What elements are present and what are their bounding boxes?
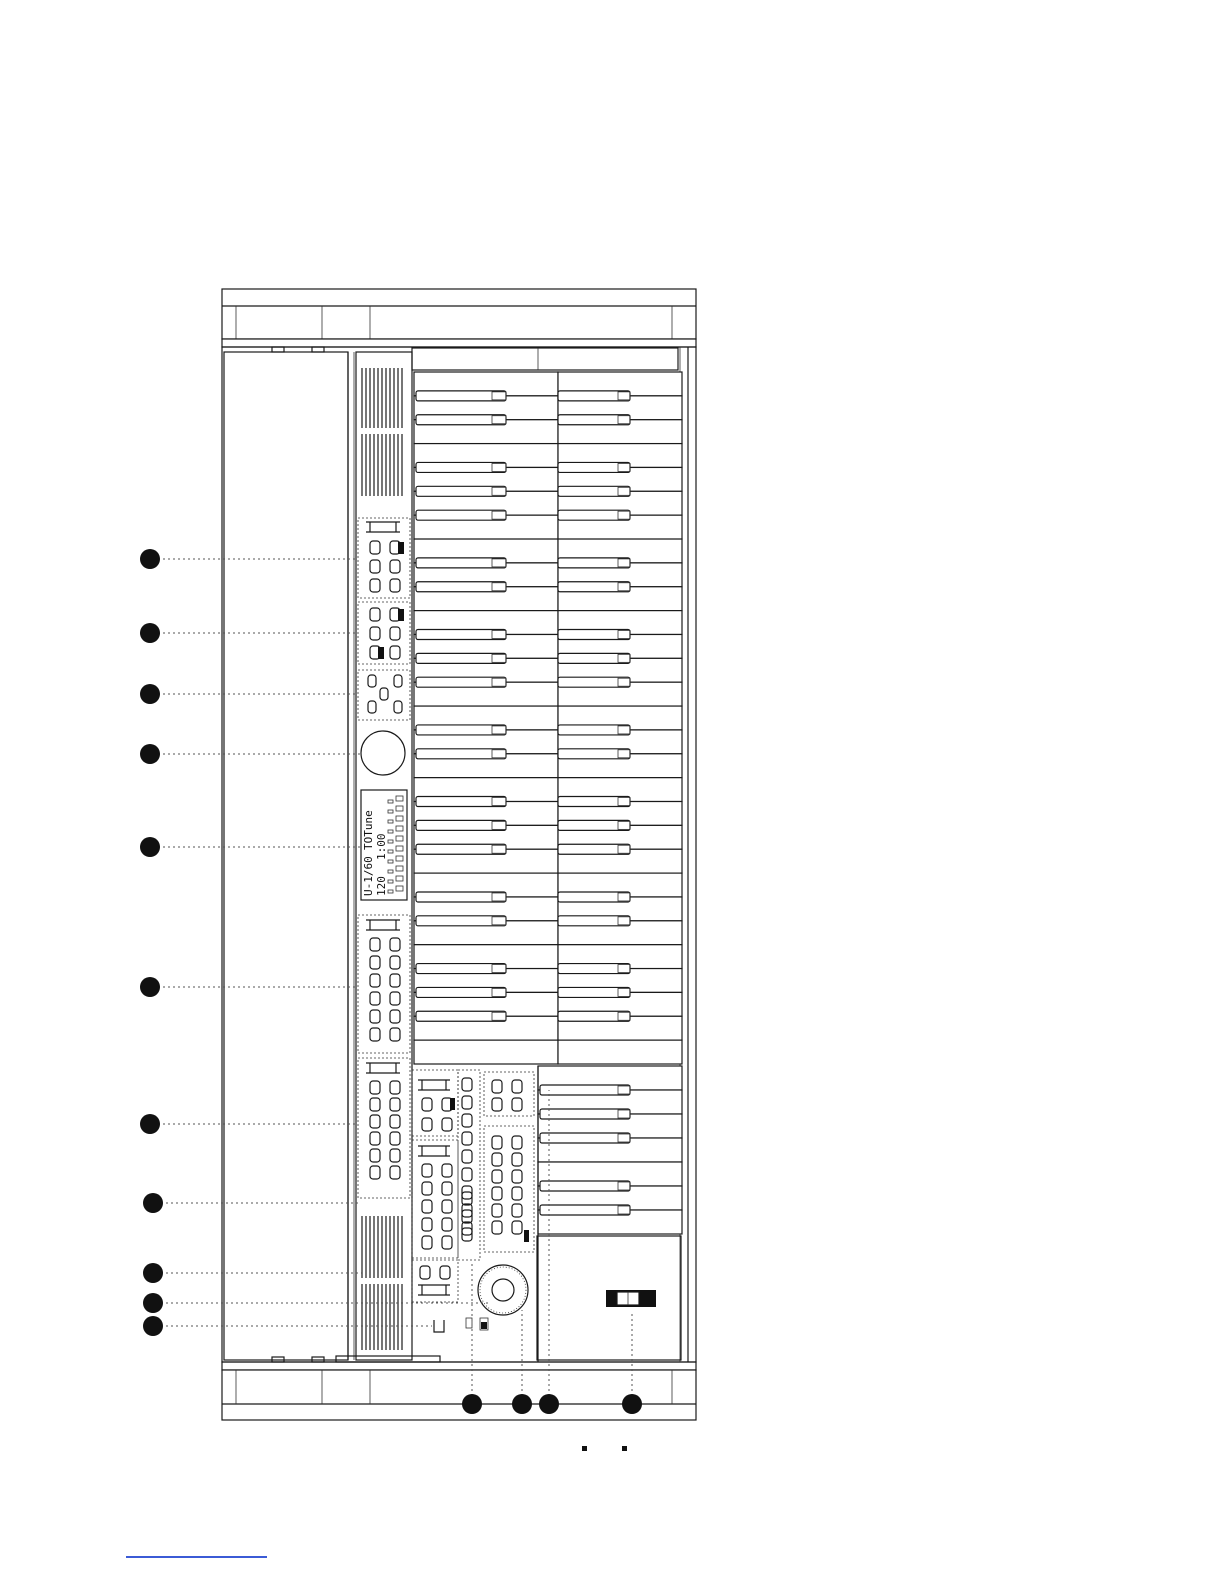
black-key: [416, 749, 506, 759]
black-key: [558, 964, 630, 974]
panel-button: [422, 1236, 432, 1249]
panel-button: [370, 1132, 380, 1145]
panel-button: [370, 560, 380, 573]
panel-button: [462, 1096, 472, 1109]
panel-button: [370, 992, 380, 1005]
panel-button: [390, 1132, 400, 1145]
button-label-bar: [366, 1063, 400, 1073]
black-key: [558, 558, 630, 568]
lcd-indicator: [388, 870, 393, 873]
callout-marker: [143, 1263, 163, 1283]
footer-dot: [582, 1446, 587, 1451]
black-key: [416, 844, 506, 854]
black-key: [540, 1133, 630, 1143]
panel-button: [370, 1115, 380, 1128]
panel-button: [512, 1187, 522, 1200]
panel-button: [442, 1118, 452, 1131]
top-end-cap: [222, 289, 696, 347]
lcd-display: [361, 790, 407, 900]
button-label-bar: [418, 1285, 450, 1295]
black-key: [558, 1011, 630, 1021]
callout-marker: [140, 1114, 160, 1134]
white-key: [414, 1040, 558, 1064]
panel-button: [390, 974, 400, 987]
panel-button: [390, 956, 400, 969]
black-key: [558, 725, 630, 735]
panel-button: [390, 1149, 400, 1162]
panel-button: [370, 1098, 380, 1111]
black-key: [416, 486, 506, 496]
panel-button: [492, 1136, 502, 1149]
panel-button: [390, 1028, 400, 1041]
black-key: [416, 653, 506, 663]
black-key: [540, 1085, 630, 1095]
footer-dot: [622, 1446, 627, 1451]
black-key: [416, 820, 506, 830]
panel-button: [442, 1200, 452, 1213]
lcd-indicator: [396, 846, 403, 851]
pitch-bend-area: [537, 1236, 681, 1360]
lcd-indicator: [396, 886, 403, 891]
button-label-bar: [366, 920, 400, 930]
lcd-indicator: [388, 840, 393, 843]
panel-button: [512, 1098, 522, 1111]
lcd-indicator: [396, 826, 403, 831]
lcd-line: 1:00: [375, 833, 388, 860]
lcd-indicator: [388, 880, 393, 883]
panel-button: [390, 1166, 400, 1179]
black-key: [416, 677, 506, 687]
panel-button: [390, 646, 400, 659]
panel-button: [440, 1266, 450, 1279]
panel-button: [370, 1028, 380, 1041]
panel-button: [492, 1221, 502, 1234]
callout-marker: [140, 744, 160, 764]
panel-button: [370, 627, 380, 640]
black-key: [558, 677, 630, 687]
black-key: [558, 391, 630, 401]
upper-keyboard: [414, 372, 682, 1064]
black-key: [558, 510, 630, 520]
black-key: [558, 462, 630, 472]
black-key: [558, 987, 630, 997]
callout-marker: [462, 1394, 482, 1414]
callout-marker: [140, 977, 160, 997]
panel-button: [492, 1204, 502, 1217]
panel-button: [492, 1080, 502, 1093]
black-key: [558, 749, 630, 759]
panel-button: [390, 938, 400, 951]
panel-button: [442, 1218, 452, 1231]
lcd-indicator: [396, 816, 403, 821]
panel-button: [492, 1098, 502, 1111]
black-key: [416, 987, 506, 997]
volume-dial: [478, 1265, 528, 1315]
lcd-line: TOTune: [362, 810, 375, 850]
panel-button: [368, 701, 376, 713]
black-key: [540, 1181, 630, 1191]
lcd-indicator: [388, 820, 393, 823]
black-key: [416, 582, 506, 592]
black-key: [558, 486, 630, 496]
panel-button: [422, 1182, 432, 1195]
led-indicator: [450, 1098, 455, 1110]
callout-marker: [143, 1293, 163, 1313]
panel-button: [422, 1200, 432, 1213]
panel-button: [512, 1153, 522, 1166]
black-key: [558, 844, 630, 854]
black-key: [540, 1109, 630, 1119]
panel-button: [492, 1153, 502, 1166]
panel-button: [390, 992, 400, 1005]
lcd-indicator: [388, 850, 393, 853]
black-key: [558, 892, 630, 902]
led-indicator: [398, 542, 404, 554]
black-key: [416, 916, 506, 926]
lcd-indicator: [388, 890, 393, 893]
panel-button: [390, 579, 400, 592]
panel-button: [368, 675, 376, 687]
callout-marker: [143, 1316, 163, 1336]
black-key: [558, 653, 630, 663]
panel-button: [370, 1166, 380, 1179]
led-indicator: [524, 1230, 529, 1242]
panel-button: [422, 1118, 432, 1131]
white-key: [558, 1040, 682, 1064]
panel-button: [370, 1081, 380, 1094]
lcd-line: 120: [375, 876, 388, 896]
black-key: [416, 892, 506, 902]
panel-button: [394, 675, 402, 687]
panel-button: [370, 608, 380, 621]
black-key: [416, 797, 506, 807]
black-key: [558, 582, 630, 592]
lcd-line: U-1/60: [362, 856, 375, 896]
black-key: [416, 964, 506, 974]
black-key: [416, 391, 506, 401]
panel-button: [462, 1150, 472, 1163]
panel-button: [442, 1182, 452, 1195]
black-key: [540, 1205, 630, 1215]
panel-button: [370, 974, 380, 987]
lcd-indicator: [396, 856, 403, 861]
panel-button: [422, 1164, 432, 1177]
panel-button: [442, 1236, 452, 1249]
black-key: [558, 415, 630, 425]
black-key: [416, 510, 506, 520]
panel-button: [512, 1204, 522, 1217]
lcd-indicator: [388, 830, 393, 833]
callout-marker: [140, 623, 160, 643]
black-key: [558, 629, 630, 639]
button-label-bar: [366, 522, 400, 532]
panel-button: [512, 1136, 522, 1149]
black-key: [558, 916, 630, 926]
panel-button: [462, 1132, 472, 1145]
panel-button: [462, 1078, 472, 1091]
black-key: [416, 558, 506, 568]
panel-button: [512, 1080, 522, 1093]
power-and-indicators: [434, 1318, 488, 1332]
black-key: [416, 725, 506, 735]
led-indicator: [398, 609, 404, 621]
panel-button: [390, 627, 400, 640]
panel-button: [390, 1115, 400, 1128]
lcd-indicator: [396, 806, 403, 811]
data-dial: [361, 731, 405, 775]
panel-button: [370, 938, 380, 951]
button-label-bar: [418, 1080, 450, 1090]
panel-button: [512, 1170, 522, 1183]
panel-button: [370, 541, 380, 554]
panel-button: [390, 1081, 400, 1094]
lcd-segments: [388, 796, 403, 893]
callout-marker: [539, 1394, 559, 1414]
panel-button: [422, 1098, 432, 1111]
panel-button: [394, 701, 402, 713]
black-key: [416, 1011, 506, 1021]
panel-button: [370, 956, 380, 969]
page-link-underline: [126, 1556, 267, 1558]
panel-button: [370, 1010, 380, 1023]
lcd-indicator: [396, 836, 403, 841]
panel-button: [492, 1187, 502, 1200]
panel-button: [442, 1164, 452, 1177]
panel-button: [390, 560, 400, 573]
black-key: [416, 629, 506, 639]
callout-marker: [140, 684, 160, 704]
panel-button: [492, 1170, 502, 1183]
lcd-indicator: [388, 810, 393, 813]
lcd-indicator: [388, 860, 393, 863]
led-indicator: [378, 647, 384, 659]
lcd-indicator: [396, 866, 403, 871]
callout-marker: [140, 837, 160, 857]
panel-button: [420, 1266, 430, 1279]
panel-button: [380, 688, 388, 700]
callout-marker: [140, 549, 160, 569]
black-key: [416, 462, 506, 472]
bottom-end-cap: [222, 1362, 696, 1420]
panel-button: [390, 1010, 400, 1023]
callout-marker: [512, 1394, 532, 1414]
panel-button: [390, 1098, 400, 1111]
panel-button: [462, 1168, 472, 1181]
lcd-indicator: [388, 800, 393, 803]
black-key: [416, 415, 506, 425]
black-key: [558, 820, 630, 830]
lcd-indicator: [396, 796, 403, 801]
button-label-bar: [418, 1146, 450, 1156]
black-key: [558, 797, 630, 807]
callout-marker: [622, 1394, 642, 1414]
panel-button: [370, 579, 380, 592]
panel-button: [370, 1149, 380, 1162]
callout-marker: [143, 1193, 163, 1213]
panel-button: [462, 1114, 472, 1127]
panel-button: [512, 1221, 522, 1234]
panel-button: [422, 1218, 432, 1231]
lcd-indicator: [396, 876, 403, 881]
lower-keyboard: [538, 1066, 682, 1234]
